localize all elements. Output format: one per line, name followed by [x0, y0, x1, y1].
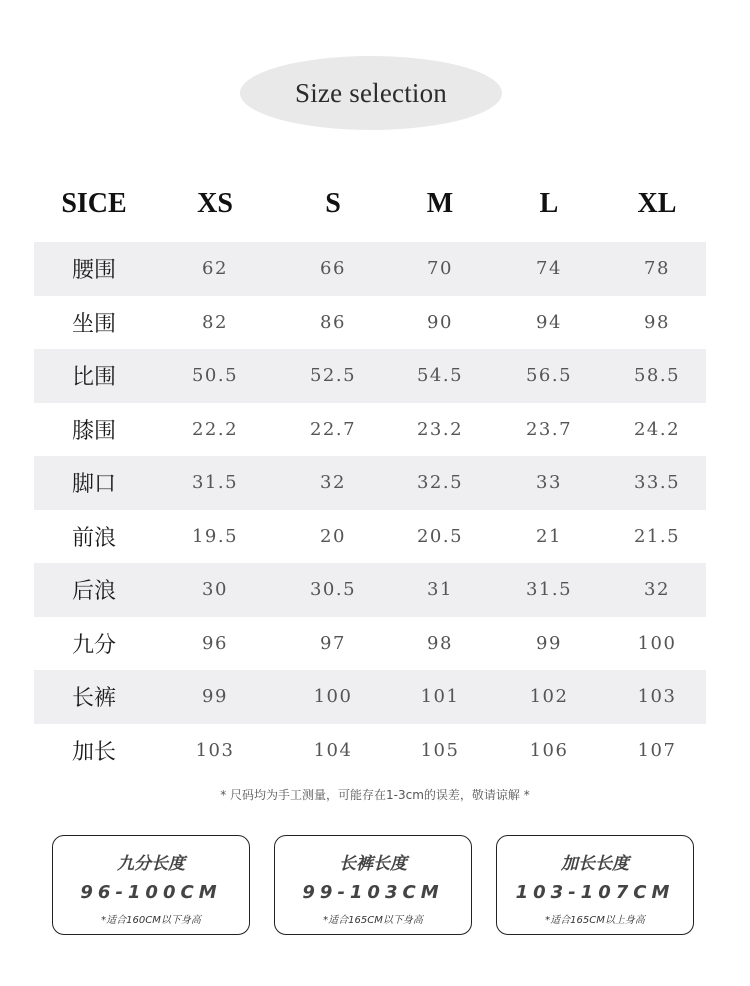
table-cell: 74	[536, 258, 562, 280]
length-card-cropped	[52, 835, 250, 935]
table-row	[34, 510, 706, 564]
card-title: 九分长度	[117, 854, 185, 874]
table-cell: 99	[536, 632, 562, 654]
row-label: 后浪	[71, 579, 116, 605]
header-cell: XL	[637, 188, 677, 219]
measurement-note: * 尺码均为手工测量，可能存在1-3cm的误差，敬请谅解 *	[220, 788, 530, 802]
table-cell: 100	[313, 686, 353, 708]
table-cell: 101	[420, 686, 460, 708]
table-cell: 23.2	[416, 418, 464, 440]
header-cell: S	[325, 188, 341, 219]
page-title: Size selection	[295, 77, 447, 108]
row-label: 加长	[71, 739, 116, 765]
table-cell: 104	[313, 739, 353, 761]
table-row	[34, 617, 706, 671]
table-cell: 52.5	[309, 365, 357, 387]
table-cell: 32.5	[416, 472, 464, 494]
table-header	[34, 174, 706, 234]
title-badge	[240, 56, 502, 130]
table-row	[34, 349, 706, 403]
header-cell: SICE	[61, 188, 127, 219]
row-label: 坐围	[71, 311, 116, 337]
header-cell: L	[539, 188, 559, 219]
table-cell: 33.5	[633, 472, 681, 494]
table-cell: 90	[427, 311, 453, 333]
table-row	[34, 670, 706, 724]
table-cell: 86	[320, 311, 346, 333]
row-label: 比围	[71, 365, 116, 391]
table-cell: 30	[202, 579, 228, 601]
card-value: 96-100CM	[80, 882, 222, 903]
header-cell: XS	[197, 188, 233, 219]
table-row	[34, 563, 706, 617]
table-cell: 97	[320, 632, 346, 654]
table-row	[34, 724, 706, 778]
table-cell: 103	[195, 739, 235, 761]
row-label: 长裤	[71, 686, 116, 712]
table-cell: 94	[536, 311, 562, 333]
length-card-long	[496, 835, 694, 935]
table-cell: 99	[202, 686, 228, 708]
table-cell: 31.5	[525, 579, 573, 601]
table-cell: 22.7	[309, 418, 357, 440]
table-cell: 33	[536, 472, 562, 494]
table-row	[34, 296, 706, 350]
table-cell: 96	[202, 632, 228, 654]
table-cell: 20	[320, 525, 346, 547]
table-cell: 103	[637, 686, 677, 708]
table-cell: 22.2	[191, 418, 239, 440]
table-cell: 21.5	[633, 525, 681, 547]
table-row	[34, 456, 706, 510]
row-label: 九分	[71, 632, 116, 658]
table-cell: 31	[427, 579, 453, 601]
card-note: *适合160CM以下身高	[101, 915, 201, 926]
card-note: *适合165CM以上身高	[545, 915, 645, 926]
card-value: 103-107CM	[515, 882, 675, 903]
size-table	[34, 242, 706, 777]
table-cell: 82	[202, 311, 228, 333]
table-cell: 30.5	[309, 579, 357, 601]
table-cell: 78	[644, 258, 670, 280]
row-label: 前浪	[71, 525, 116, 551]
table-cell: 102	[529, 686, 569, 708]
table-cell: 32	[644, 579, 670, 601]
table-cell: 105	[420, 739, 460, 761]
header-cell: M	[426, 188, 454, 219]
row-label: 膝围	[71, 418, 116, 444]
table-cell: 98	[427, 632, 453, 654]
table-row	[34, 242, 706, 296]
table-cell: 23.7	[525, 418, 573, 440]
table-cell: 70	[427, 258, 453, 280]
table-cell: 62	[202, 258, 228, 280]
table-cell: 24.2	[633, 418, 681, 440]
table-cell: 98	[644, 311, 670, 333]
table-cell: 31.5	[191, 472, 239, 494]
table-cell: 50.5	[191, 365, 239, 387]
row-label: 脚口	[71, 472, 116, 498]
table-cell: 100	[637, 632, 677, 654]
table-cell: 20.5	[416, 525, 464, 547]
table-cell: 58.5	[633, 365, 681, 387]
table-cell: 107	[637, 739, 677, 761]
table-cell: 56.5	[525, 365, 573, 387]
length-card-regular	[274, 835, 472, 935]
table-cell: 21	[536, 525, 562, 547]
table-cell: 66	[320, 258, 346, 280]
table-cell: 32	[320, 472, 346, 494]
card-title: 长裤长度	[339, 854, 407, 874]
card-value: 99-103CM	[302, 882, 444, 903]
row-label: 腰围	[71, 258, 116, 284]
table-cell: 106	[529, 739, 569, 761]
card-note: *适合165CM以下身高	[323, 915, 423, 926]
card-title: 加长长度	[561, 854, 629, 874]
table-cell: 19.5	[191, 525, 239, 547]
table-cell: 54.5	[416, 365, 464, 387]
table-row	[34, 403, 706, 457]
